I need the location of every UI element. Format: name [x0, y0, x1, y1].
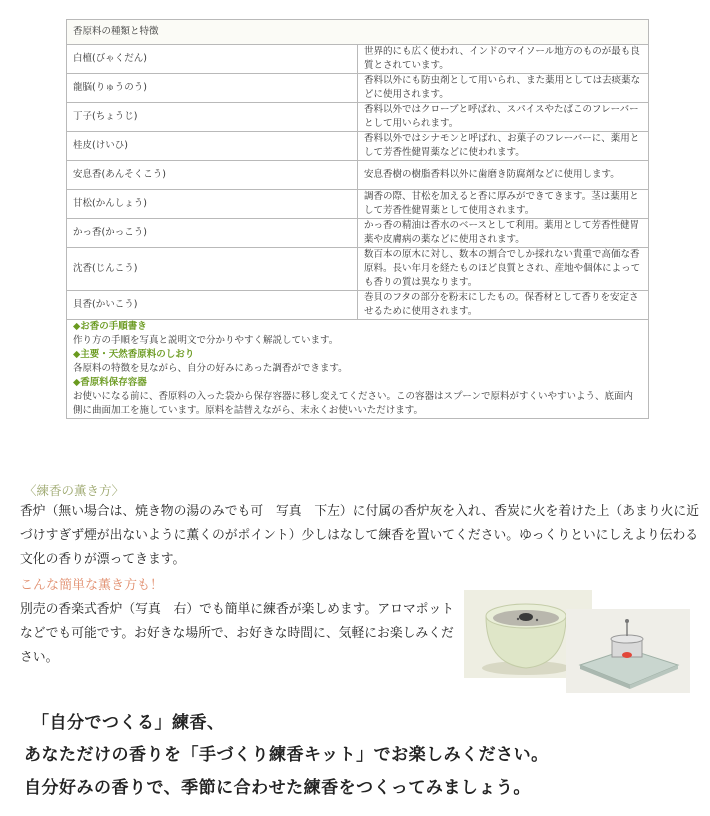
spice-description: 安息香樹の樹脂香料以外に歯磨き防腐剤などに使用します。 [358, 161, 649, 190]
closing-line-2: あなただけの香りを「手づくり練香キット」でお楽しみください。 [24, 745, 549, 765]
spice-description: 数百本の原木に対し、数本の割合でしか採れない貴重で高価な香原料。長い年月を経たものほど良質とされ、産地や個体によっても香りの質は異なります。 [358, 248, 649, 291]
spice-table [66, 19, 649, 419]
closing-line-3: 自分好みの香りで、季節に合わせた練香をつくってみましょう。 [24, 778, 531, 798]
spice-description: かっ香の精油は香水のベースとして利用。薬用として芳香性健胃薬や皮膚病の薬などに使用されます。 [358, 219, 649, 248]
sub-title: こんな簡単な薫き方も！ [20, 578, 164, 593]
alternative-paragraph: 別売の香楽式香炉（写真 右）でも簡単に練香が楽しめます。アロマポットなどでも可能です。お好きな場所で、お好きな時間に、気軽にお楽しみください。 [20, 602, 455, 665]
spice-table-container [66, 19, 649, 419]
table-row [67, 219, 649, 248]
table-row [67, 45, 649, 74]
note-text: お使いになる前に、香原料の入った袋から保存容器に移し変えてください。この容器はスプーンで原料がすくいやすいよう、底面内側に曲面加工を施しています。原料を詰替えながら、末永くお使いいただけます。 [73, 391, 634, 416]
notes-row [67, 320, 649, 419]
spice-name: 桂皮(けいひ) [67, 132, 358, 161]
spice-name: 安息香(あんそくこう) [67, 161, 358, 190]
incense-burner-photo [566, 609, 690, 693]
notes-cell [67, 320, 649, 419]
spice-description: 調香の際、甘松を加えると香に厚みができてきます。茎は薬用として芳香性健胃薬として使用されます。 [358, 190, 649, 219]
closing-line-1: 「自分でつくる」練香、 [32, 713, 225, 733]
spice-name: 貝香(かいこう) [67, 291, 358, 320]
table-row [67, 74, 649, 103]
spice-name: 丁子(ちょうじ) [67, 103, 358, 132]
spice-name: かっ香(かっこう) [67, 219, 358, 248]
table-row [67, 190, 649, 219]
note-text: 作り方の手順を写真と説明文で分かりやすく解説しています。 [73, 335, 339, 346]
table-row [67, 291, 649, 320]
section-title: 〈練香の薫き方〉 [24, 483, 125, 498]
incense-burner-illustration [566, 609, 690, 693]
spice-description: 香料以外にも防虫剤として用いられ、また薬用としては去痰薬などに使用されます。 [358, 74, 649, 103]
spice-name: 白檀(びゃくだん) [67, 45, 358, 74]
note-title: ◆お香の手順書き [73, 321, 147, 332]
spice-description: 香料以外ではクローブと呼ばれ、スパイスやたばこのフレーバーとして用いられます。 [358, 103, 649, 132]
spice-name: 甘松(かんしょう) [67, 190, 358, 219]
spice-description: 香料以外ではシナモンと呼ばれ、お菓子のフレーバーに、薬用として芳香性健胃薬などに使われます。 [358, 132, 649, 161]
spice-description: 巻貝のフタの部分を粉末にしたもの。保香材として香りを安定させるために使用されます。 [358, 291, 649, 320]
instructions-paragraph: 香炉（無い場合は、焼き物の湯のみでも可 写真 下左）に付属の香炉灰を入れ、香炭に火を着けた上（あまり火に近づけすぎず煙が出ないように薫くのがポイント）少しはなして練香を置いてください。ゆっくりといにしえより伝わる文化の香りが漂ってきます。 [20, 504, 700, 567]
table-row [67, 161, 649, 190]
note-title: ◆香原料保存容器 [73, 377, 147, 388]
spice-name: 龍脳(りゅうのう) [67, 74, 358, 103]
table-row [67, 248, 649, 291]
table-header: 香原料の種類と特徴 [67, 20, 649, 45]
note-title: ◆主要・天然香原料のしおり [73, 349, 195, 360]
table-row [67, 103, 649, 132]
spice-name: 沈香(じんこう) [67, 248, 358, 291]
table-row [67, 132, 649, 161]
spice-description: 世界的にも広く使われ、インドのマイソール地方のものが最も良質とされています。 [358, 45, 649, 74]
table-header-row [67, 20, 649, 45]
note-text: 各原料の特徴を見ながら、自分の好みにあった調香ができます。 [73, 363, 348, 374]
